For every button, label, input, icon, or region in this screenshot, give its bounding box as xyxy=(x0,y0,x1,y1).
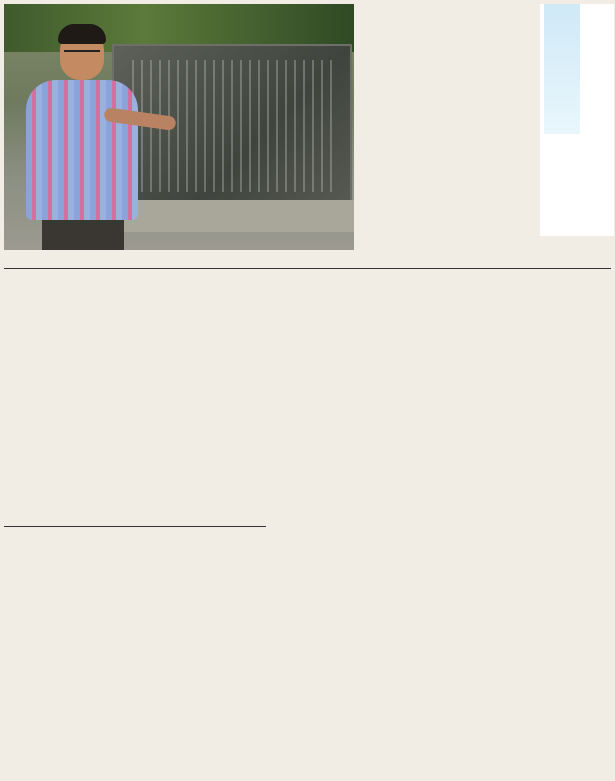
body-column xyxy=(356,272,392,538)
body-column xyxy=(356,542,614,778)
lead-paragraph xyxy=(356,6,486,268)
body-column xyxy=(394,272,614,538)
person-figure xyxy=(20,24,138,250)
body-column xyxy=(4,272,148,522)
series-logo xyxy=(540,4,614,236)
divider xyxy=(4,268,611,269)
photo-caption xyxy=(4,250,354,265)
photo xyxy=(4,4,354,250)
body-column xyxy=(150,530,266,778)
body-column xyxy=(4,530,148,778)
body-column xyxy=(150,272,262,522)
